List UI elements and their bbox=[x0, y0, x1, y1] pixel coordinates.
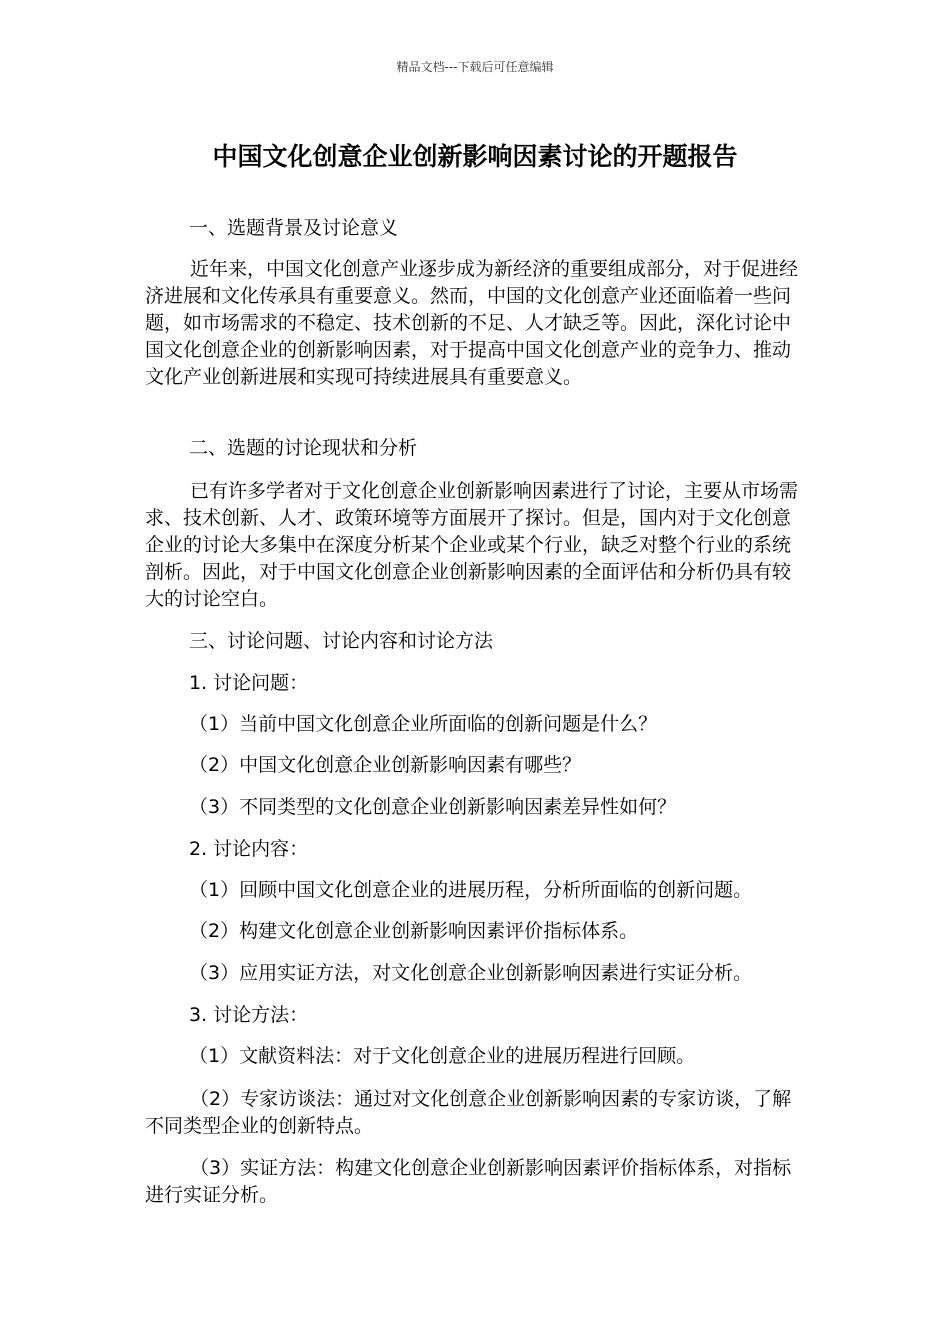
research-questions-heading: 1. 讨论问题： bbox=[189, 672, 309, 694]
research-question-item: （2）中国文化创意企业创新影响因素有哪些？ bbox=[189, 754, 582, 776]
research-question-item: （3）不同类型的文化创意企业创新影响因素差异性如何？ bbox=[189, 796, 677, 818]
section2-paragraph: 已有许多学者对于文化创意企业创新影响因素进行了讨论，主要从市场需求、技术创新、人才、政策环境等方面展开了探讨。但是，国内对于文化创意企业的讨论大多集中在深度分析某个企业或某个行业，缺乏对整个行业的系统剖析。因此，对于中国文化创意企业创新影响因素的全面评估和分析仍具有较大的讨论空白。 bbox=[145, 480, 799, 610]
research-question-item: （1）当前中国文化创意企业所面临的创新问题是什么？ bbox=[189, 713, 658, 735]
header-note: 精品文档---下载后可任意编辑 bbox=[396, 60, 554, 74]
research-method-item: （2）专家访谈法：通过对文化创意企业创新影响因素的专家访谈，了解不同类型企业的创新特点。 bbox=[145, 1088, 792, 1137]
research-content-item: （2）构建文化创意企业创新影响因素评价指标体系。 bbox=[189, 920, 639, 942]
research-method-item: （1）文献资料法：对于文化创意企业的进展历程进行回顾。 bbox=[189, 1045, 696, 1067]
research-method-heading: 3. 讨论方法： bbox=[189, 1004, 309, 1026]
research-method-item: （3）实证方法：构建文化创意企业创新影响因素评价指标体系，对指标进行实证分析。 bbox=[145, 1157, 792, 1206]
research-content-item: （1）回顾中国文化创意企业的进展历程，分析所面临的创新问题。 bbox=[189, 879, 753, 901]
research-content-item: （3）应用实证方法，对文化创意企业创新影响因素进行实证分析。 bbox=[189, 962, 753, 984]
section1-heading: 一、选题背景及讨论意义 bbox=[189, 217, 399, 239]
document-title: 中国文化创意企业创新影响因素讨论的开题报告 bbox=[212, 142, 738, 171]
section1-paragraph: 近年来，中国文化创意产业逐步成为新经济的重要组成部分，对于促进经济进展和文化传承具有重要意义。然而，中国的文化创意产业还面临着一些问题，如市场需求的不稳定、技术创新的不足、人才缺乏等。因此，深化讨论中国文化创意企业的创新影响因素，对于提高中国文化创意产业的竞争力、推动文化产业创新进展和实现可持续进展具有重要意义。 bbox=[145, 258, 799, 388]
research-content-heading: 2. 讨论内容： bbox=[189, 838, 309, 860]
section3-heading: 三、讨论问题、讨论内容和讨论方法 bbox=[189, 630, 494, 652]
section2-heading: 二、选题的讨论现状和分析 bbox=[189, 437, 418, 459]
